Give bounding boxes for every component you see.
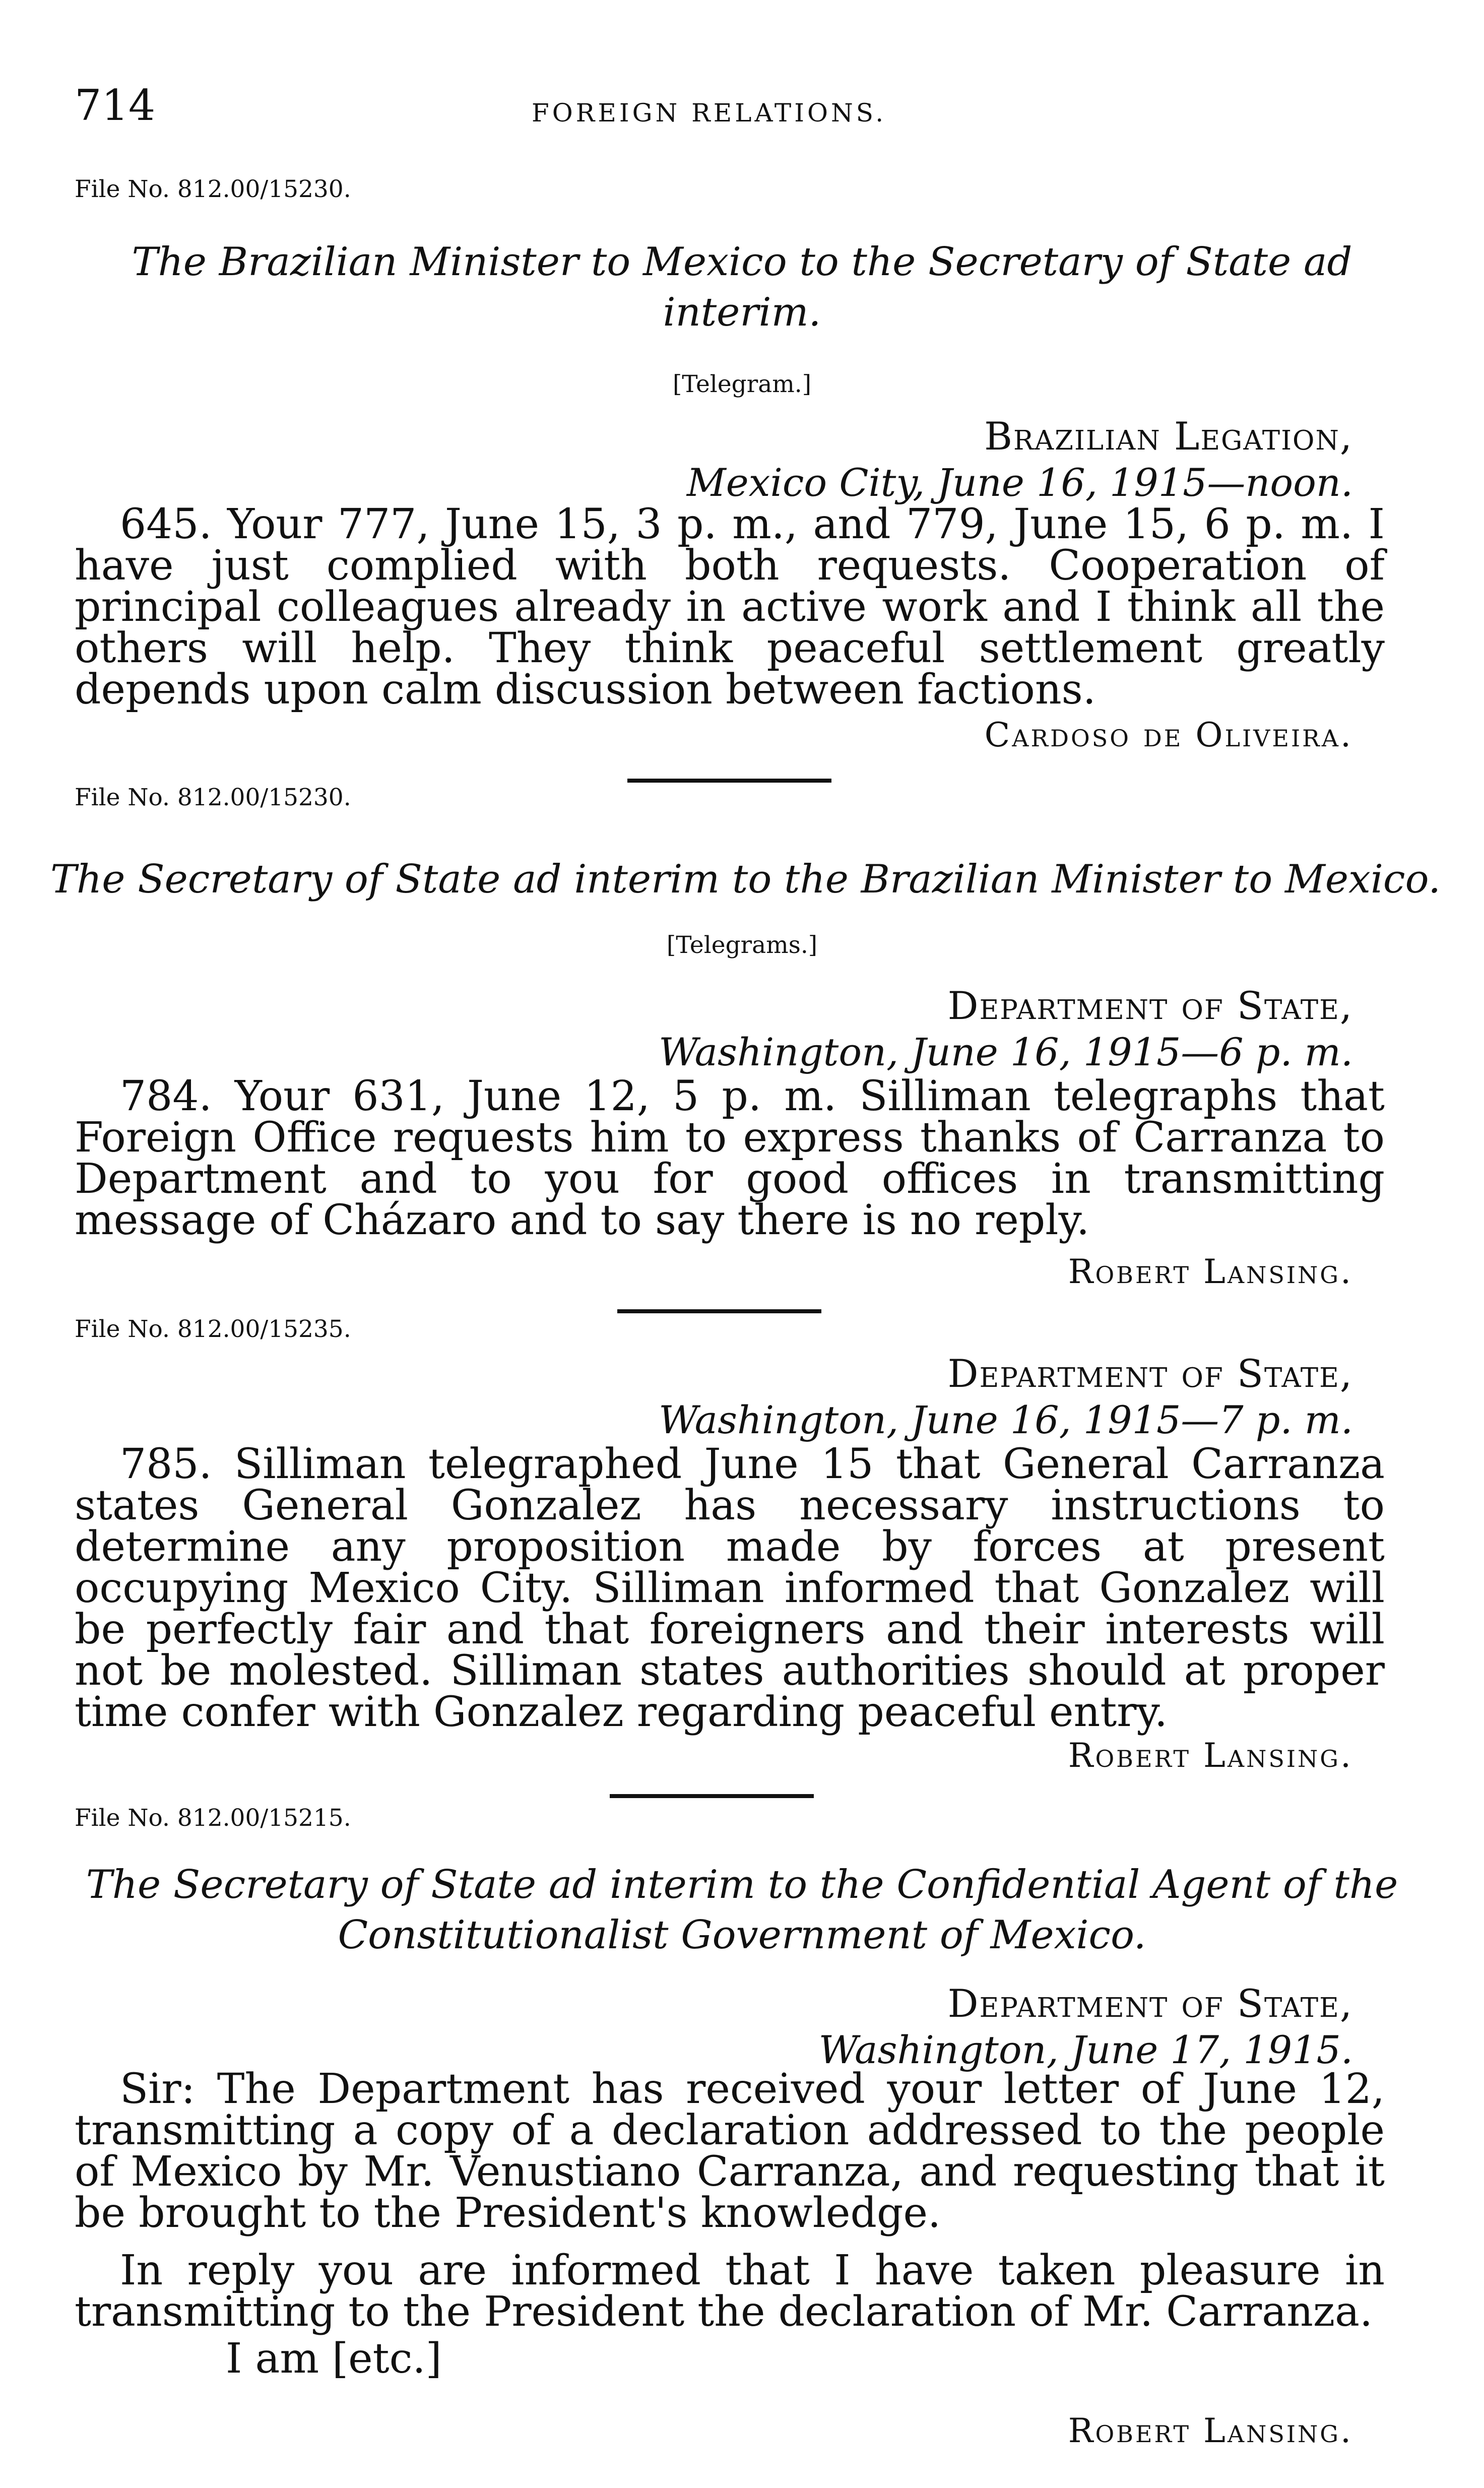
heading-line: Constitutionalist Government of Mexico. — [338, 1912, 1146, 1958]
dateline-place: Brazilian Legation, — [984, 414, 1353, 459]
file-number: File No. 812.00/15215. — [75, 1804, 351, 1832]
telegram-body: 645. Your 777, June 15, 3 p. m., and 779, June 15, 6 p. m. I have just complied with both requests. Cooperation of principal colleagues already in active work and I think all the others will help. They think peaceful settlement greatly depends upon calm discussion between factions. — [75, 500, 1385, 714]
signature: Robert Lansing. — [1068, 1252, 1353, 1291]
dateline — [819, 1981, 1353, 2073]
dateline-place: Department of State, — [947, 983, 1353, 1028]
section-divider — [627, 779, 831, 783]
dateline — [687, 413, 1353, 506]
page-number: 714 — [75, 81, 156, 130]
telegram-label: [Telegrams.] — [666, 931, 818, 959]
signature: Robert Lansing. — [1068, 1736, 1353, 1775]
telegram-body: 784. Your 631, June 12, 5 p. m. Silliman telegraphs that Foreign Office requests him to express thanks of Carranza to Department and to you for good offices in transmitting message of Cházaro and to say there is no reply. — [75, 1072, 1385, 1244]
dateline-date: Washington, June 16, 1915—6 p. m. — [659, 1030, 1353, 1074]
section-divider — [610, 1794, 814, 1798]
document-heading — [50, 854, 1441, 905]
dateline — [659, 1351, 1353, 1443]
letter-body: In reply you are informed that I have taken pleasure in transmitting to the President the declaration of Mr. Carranza. — [75, 2247, 1385, 2336]
letter-closing: I am [etc.] — [226, 2335, 442, 2383]
dateline-date: Washington, June 16, 1915—7 p. m. — [659, 1397, 1353, 1442]
file-number: File No. 812.00/15230. — [75, 175, 351, 203]
telegram-body: 785. Silliman telegraphed June 15 that General Carranza states General Gonzalez has necessary instructions to determine any proposition made by forces at present occupying Mexico City. Silliman informed that Gonzalez will be perfectly fair and that foreigners and their interests will not be molested. Silliman states authorities should at proper time confer with Gonzalez regarding peaceful entry. — [75, 1440, 1385, 1736]
file-number: File No. 812.00/15235. — [75, 1315, 351, 1343]
document-heading — [50, 1860, 1434, 1960]
heading-line: The Secretary of State ad interim to the Brazilian Minister to Mexico. — [50, 857, 1441, 902]
dateline-date: Mexico City, June 16, 1915—noon. — [686, 460, 1353, 505]
signature: Robert Lansing. — [1068, 2411, 1353, 2450]
section-divider — [617, 1309, 821, 1313]
dateline-date: Washington, June 17, 1915. — [818, 2027, 1353, 2072]
signature: Cardoso de Oliveira. — [984, 716, 1353, 754]
running-title: FOREIGN RELATIONS. — [532, 98, 887, 127]
dateline — [659, 983, 1353, 1075]
heading-line: The Brazilian Minister to Mexico to the Secretary of State ad — [132, 239, 1352, 285]
file-number: File No. 812.00/15230. — [75, 784, 351, 811]
dateline-place: Department of State, — [947, 1351, 1353, 1396]
letter-body: Sir: The Department has received your letter of June 12, transmitting a copy of a declaration addressed to the people of Mexico by Mr. Venustiano Carranza, and requesting that it be brought to the President's knowledge. — [75, 2065, 1385, 2237]
document-heading — [50, 237, 1434, 338]
dateline-place: Department of State, — [947, 1981, 1353, 2026]
telegram-label: [Telegram.] — [672, 370, 812, 398]
heading-line: The Secretary of State ad interim to the Confidential Agent of the — [86, 1862, 1398, 1907]
heading-line: interim. — [663, 290, 821, 335]
